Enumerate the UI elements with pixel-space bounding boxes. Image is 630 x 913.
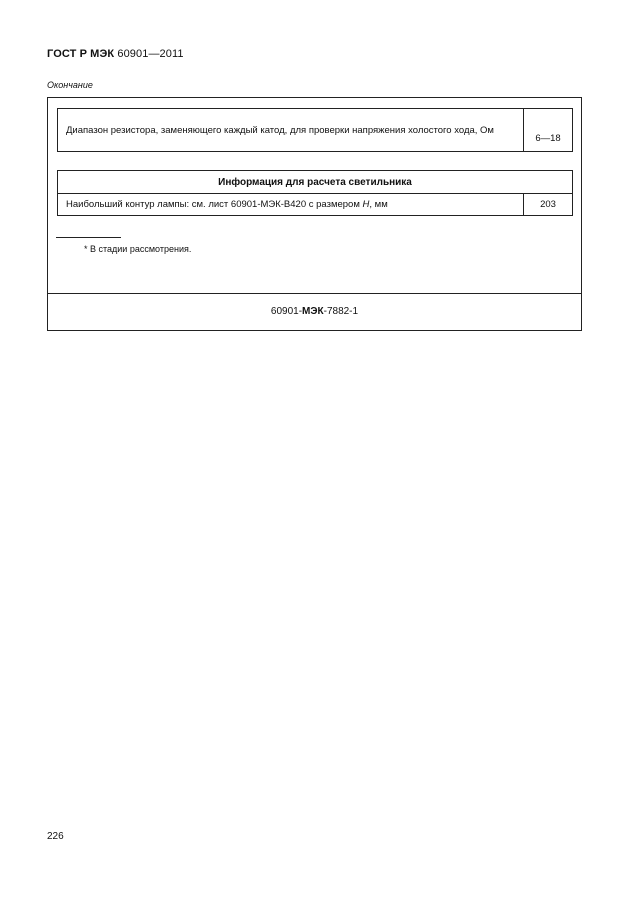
- luminaire-table: [57, 170, 573, 216]
- footnote-separator: [56, 237, 121, 238]
- sheet-code-prefix: 60901-: [270, 306, 303, 317]
- table-row: [58, 194, 573, 216]
- continuation-label: Окончание: [47, 80, 93, 90]
- standard-number: 60901—2011: [117, 48, 184, 60]
- sheet-code-bold: МЭК: [302, 306, 324, 317]
- table-header-row: [58, 171, 573, 194]
- sheet-code-suffix: -7882-1: [323, 306, 359, 317]
- resistor-description: Диапазон резистора, заменяющего каждый катод, для проверки напряжения холостого хода, Ом: [58, 109, 524, 152]
- resistor-value: 6—18: [524, 109, 573, 152]
- frame-divider: [48, 293, 581, 294]
- lamp-contour-description: [58, 194, 524, 216]
- resistor-table: [57, 108, 573, 152]
- lamp-contour-text: Наибольший контур лампы: см. лист 60901-МЭК-В420 с размером: [66, 199, 363, 210]
- sheet-frame: [47, 97, 582, 331]
- lamp-contour-unit: , мм: [369, 199, 388, 210]
- document-header: [47, 48, 184, 60]
- table-row: [58, 109, 573, 152]
- luminaire-table-heading: Информация для расчета светильника: [58, 171, 573, 194]
- dimension-variable: H: [362, 199, 370, 210]
- sheet-code: [48, 306, 581, 317]
- footnote: * В стадии рассмотрения.: [84, 244, 192, 254]
- lamp-contour-value: 203: [524, 194, 573, 216]
- standard-designation: ГОСТ Р МЭК: [47, 48, 115, 60]
- page-number: 226: [47, 831, 64, 842]
